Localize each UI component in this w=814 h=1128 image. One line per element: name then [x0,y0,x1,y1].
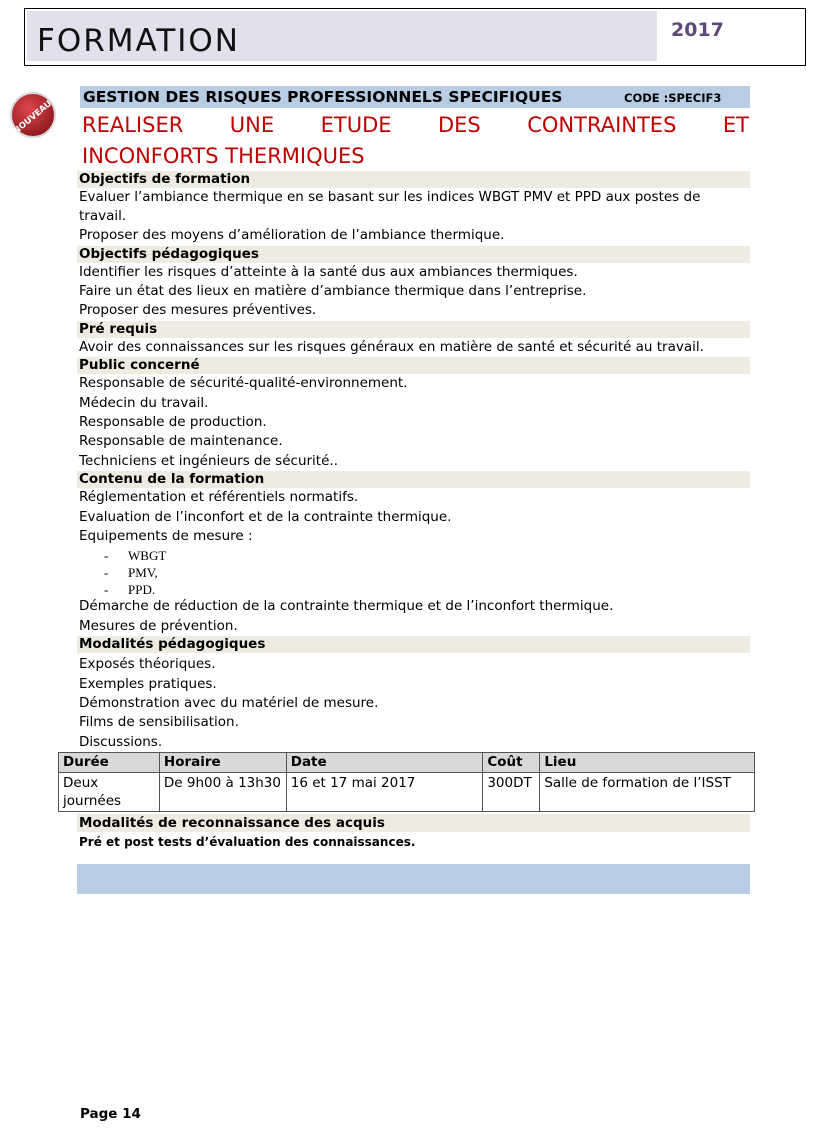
header-year: 2017 [671,19,724,41]
text-line: Proposer des moyens d’amélioration de l’ambiance thermique. [79,227,505,243]
text-line: Responsable de maintenance. [79,433,283,449]
text-line: Discussions. [79,734,163,750]
main-title-word: ETUDE [320,113,392,137]
table-header-cell: Lieu [540,753,755,773]
table-cell: Deux journées [59,773,160,812]
main-title-word: ET [722,113,749,137]
text-line: Faire un état des lieux en matière d’ambiance thermique dans l’entreprise. [79,283,587,299]
main-title [82,110,749,172]
header-title-background [27,11,657,61]
text-line: Pré et post tests d’évaluation des connaissances. [79,835,416,849]
module-code: CODE :SPECIF3 [624,91,722,105]
bullet-item: - WBGT [104,548,167,563]
main-title-line2: INCONFORTS THERMIQUES [82,144,365,168]
text-line: travail. [79,208,127,224]
section-heading-reconnaissance: Modalités de reconnaissance des acquis [77,814,750,832]
table-row [59,773,755,812]
badge-text: NOUVEAU! [11,96,57,137]
text-line: Démonstration avec du matériel de mesure. [79,695,379,711]
new-badge-icon [8,90,58,140]
text-line: Equipements de mesure : [79,528,253,544]
text-line: Responsable de sécurité-qualité-environnement. [79,375,408,391]
text-line: Exemples pratiques. [79,676,217,692]
bullet-item: - PPD. [104,582,156,597]
table-header-cell: Date [286,753,483,773]
text-line: Proposer des mesures préventives. [79,302,317,318]
table-header-cell: Horaire [159,753,286,773]
text-line: Techniciens et ingénieurs de sécurité.. [79,453,338,469]
header-title: FORMATION [37,23,240,59]
table-cell: 300DT [483,773,540,812]
session-info-table [58,752,755,812]
section-heading-modalites: Modalités pédagogiques [77,636,750,653]
text-line: Réglementation et référentiels normatifs. [79,489,359,505]
text-line: Evaluer l’ambiance thermique en se basant sur les indices WBGT PMV et PPD aux postes de [79,189,701,205]
section-heading-contenu: Contenu de la formation [77,471,750,488]
module-bar [80,86,750,108]
main-title-word: CONTRAINTES [527,113,677,137]
text-line: Démarche de réduction de la contrainte thermique et de l’inconfort thermique. [79,598,614,614]
section-heading-prerequis: Pré requis [77,321,750,338]
table-cell: Salle de formation de l’ISST [540,773,755,812]
text-line: Avoir des connaissances sur les risques généraux en matière de santé et sécurité au travail. [79,339,704,355]
section-heading-objectifs-formation: Objectifs de formation [77,171,750,188]
module-title: GESTION DES RISQUES PROFESSIONNELS SPECIFIQUES [83,88,563,106]
text-line: Responsable de production. [79,414,267,430]
page-number: Page 14 [80,1106,141,1122]
table-cell: De 9h00 à 13h30 [159,773,286,812]
header-box [24,8,806,66]
text-line: Evaluation de l’inconfort et de la contrainte thermique. [79,509,452,525]
text-line: Films de sensibilisation. [79,714,239,730]
text-line: Exposés théoriques. [79,656,216,672]
table-header-cell: Coût [483,753,540,773]
main-title-line1 [82,110,749,141]
section-heading-objectifs-pedagogiques: Objectifs pédagogiques [77,246,750,263]
text-line: Mesures de prévention. [79,618,238,634]
table-cell: 16 et 17 mai 2017 [286,773,483,812]
main-title-word: DES [437,113,481,137]
main-title-word: UNE [229,113,275,137]
text-line: Médecin du travail. [79,395,209,411]
table-header-row [59,753,755,773]
main-title-word: REALISER [82,113,184,137]
table-header-cell: Durée [59,753,160,773]
bullet-item: - PMV, [104,565,158,580]
section-heading-public: Public concerné [77,357,750,374]
text-line: Identifier les risques d’atteinte à la santé dus aux ambiances thermiques. [79,264,578,280]
footer-bar [77,864,750,894]
